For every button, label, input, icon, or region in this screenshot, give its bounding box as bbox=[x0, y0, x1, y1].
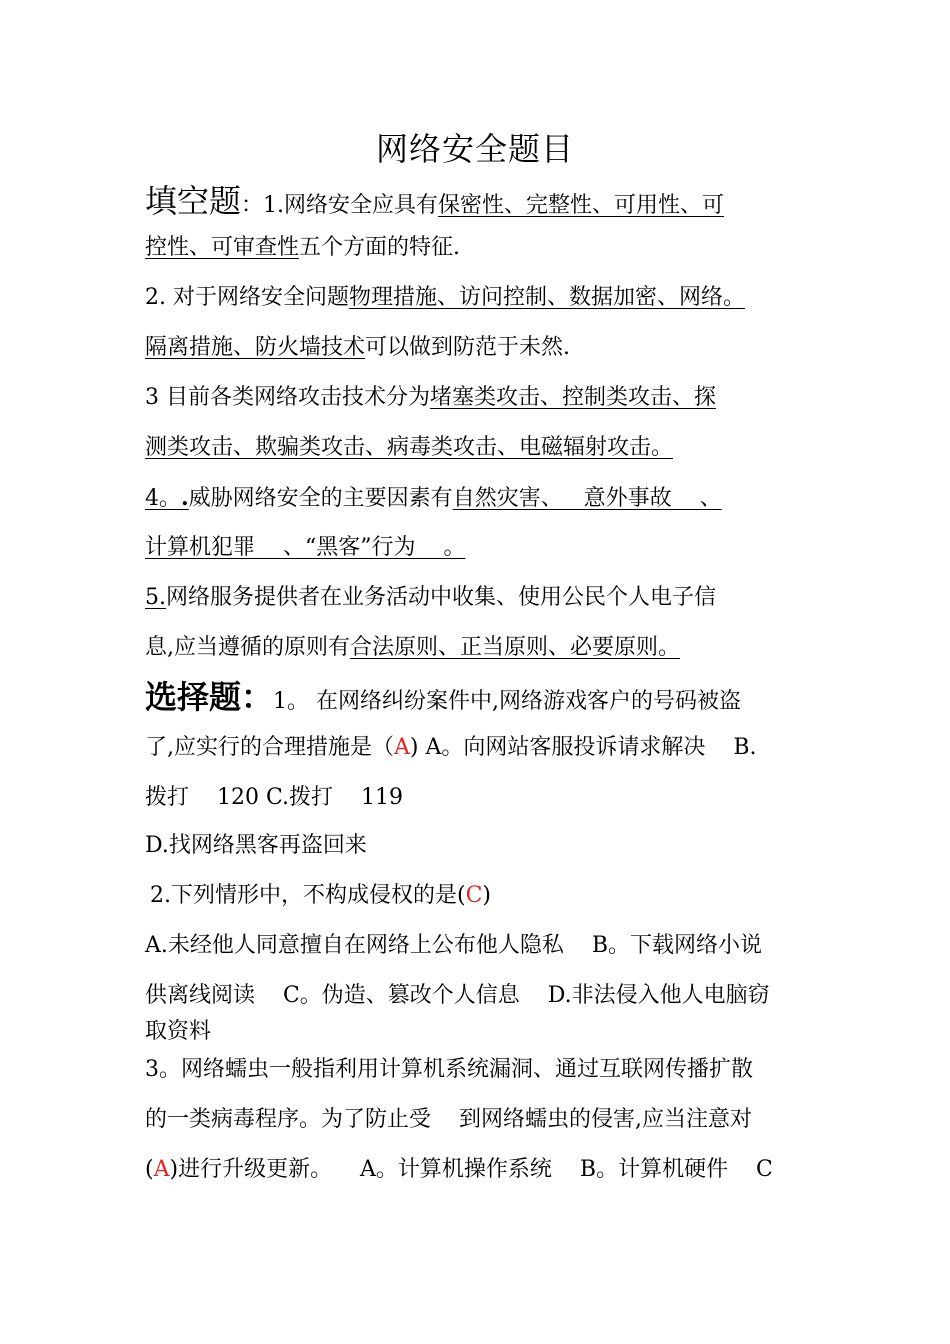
fill-q1-line1 bbox=[145, 181, 845, 221]
choice-q3-line2: 的一类病毒程序。为了防止受 到网络蠕虫的侵害,应当注意对 bbox=[145, 1107, 752, 1132]
fill-q5-num: 5. bbox=[145, 585, 166, 610]
choice-q3-line3 bbox=[145, 1155, 845, 1185]
choice-q1-text: 1。 在网络纠纷案件中,网络游戏客户的号码被盗 bbox=[273, 689, 742, 714]
fill-q4-answer-part2: 计算机犯罪 、“黑客”行为 。 bbox=[145, 535, 466, 560]
fill-q3-answer-part2: 测类攻击、欺骗类攻击、病毒类攻击、电磁辐射攻击。 bbox=[145, 435, 674, 460]
choice-q1-line4: D.找网络黑客再盗回来 bbox=[145, 833, 367, 858]
fill-q5-line1 bbox=[145, 583, 845, 613]
page-title: 网络安全题目 bbox=[375, 130, 574, 168]
fill-q3-line2 bbox=[145, 433, 845, 463]
choice-q1-options: ) A。向网站客服投诉请求解决 B. bbox=[409, 735, 757, 760]
choice-q3-line1: 3。网络蠕虫一般指利用计算机系统漏洞、通过互联网传播扩散 bbox=[145, 1057, 753, 1082]
fill-q1-answer-part2: 控性、可审查性 bbox=[145, 235, 300, 260]
fill-q4-text: 威胁网络安全的主要因素有 bbox=[188, 486, 453, 511]
fill-q4-num: 4。 bbox=[145, 486, 181, 511]
fill-q1-num: 1. bbox=[263, 193, 285, 218]
choice-q2-close: ) bbox=[482, 883, 492, 908]
fill-q4-line2 bbox=[145, 533, 845, 563]
fill-heading: 填空题 bbox=[145, 182, 242, 220]
fill-q3-text: 3 目前各类网络攻击技术分为 bbox=[145, 385, 430, 410]
choice-q3-answer: A bbox=[153, 1157, 170, 1182]
fill-q2-line2 bbox=[145, 333, 845, 363]
fill-q1-line2 bbox=[145, 233, 845, 263]
choice-q1-line3: 拨打 120 C.拨打 119 bbox=[145, 785, 403, 810]
fill-q5-answer: 合法原则、正当原则、必要原则。 bbox=[350, 635, 681, 660]
fill-q5-text2: 息,应当遵循的原则有 bbox=[145, 635, 350, 660]
fill-q3-line1 bbox=[145, 383, 845, 413]
choice-q1-answer: A bbox=[394, 735, 410, 760]
choice-q1-question: 了,应实行的合理措施是（ bbox=[145, 735, 394, 760]
fill-q2-text-end: 可以做到防范于未然. bbox=[365, 335, 571, 360]
choice-q2-line1 bbox=[150, 881, 850, 911]
fill-q1-text-end: 五个方面的特征. bbox=[299, 235, 461, 260]
fill-q1-answer-part1: 保密性、完整性、可用性、可 bbox=[438, 193, 725, 218]
fill-q2-answer-part1: 物理措施、访问控制、数据加密、网络。 bbox=[348, 285, 745, 310]
fill-q4-line1 bbox=[145, 483, 845, 514]
choice-q2-line4: 取资料 bbox=[145, 1019, 212, 1044]
fill-q3-answer-part1: 堵塞类攻击、控制类攻击、探 bbox=[430, 385, 717, 410]
fill-q2-answer-part2: 隔离措施、防火墙技术 bbox=[145, 335, 366, 360]
fill-q5-line2 bbox=[145, 633, 845, 663]
fill-q1-text: 网络安全应具有 bbox=[284, 193, 439, 218]
choice-q2-question: 2.下列情形中，不构成侵权的是( bbox=[150, 883, 466, 908]
choice-q2-line2: A.未经他人同意擅自在网络上公布他人隐私 B。下载网络小说 bbox=[145, 933, 763, 958]
fill-q2-text: 2. 对于网络安全问题 bbox=[145, 285, 349, 310]
fill-q2-line1 bbox=[145, 283, 845, 313]
fill-q4-dot: . bbox=[181, 485, 189, 511]
choice-heading: 选择题： bbox=[145, 678, 274, 716]
fill-q5-text: 网络服务提供者在业务活动中收集、使用公民个人电子信 bbox=[166, 585, 717, 610]
choice-q3-options: )进行升级更新。 A。计算机操作系统 B。计算机硬件 C bbox=[169, 1157, 773, 1182]
fill-q4-answer-part1: 自然灾害、 意外事故 、 bbox=[452, 486, 722, 511]
choice-q1-line1 bbox=[145, 677, 845, 721]
choice-q2-line3: 供离线阅读 C。伪造、篡改个人信息 D.非法侵入他人电脑窃 bbox=[145, 983, 770, 1008]
choice-q3-open: ( bbox=[145, 1157, 154, 1182]
choice-q2-answer: C bbox=[465, 883, 483, 908]
fill-heading-colon: ： bbox=[241, 193, 264, 218]
choice-q1-line2 bbox=[145, 733, 845, 763]
